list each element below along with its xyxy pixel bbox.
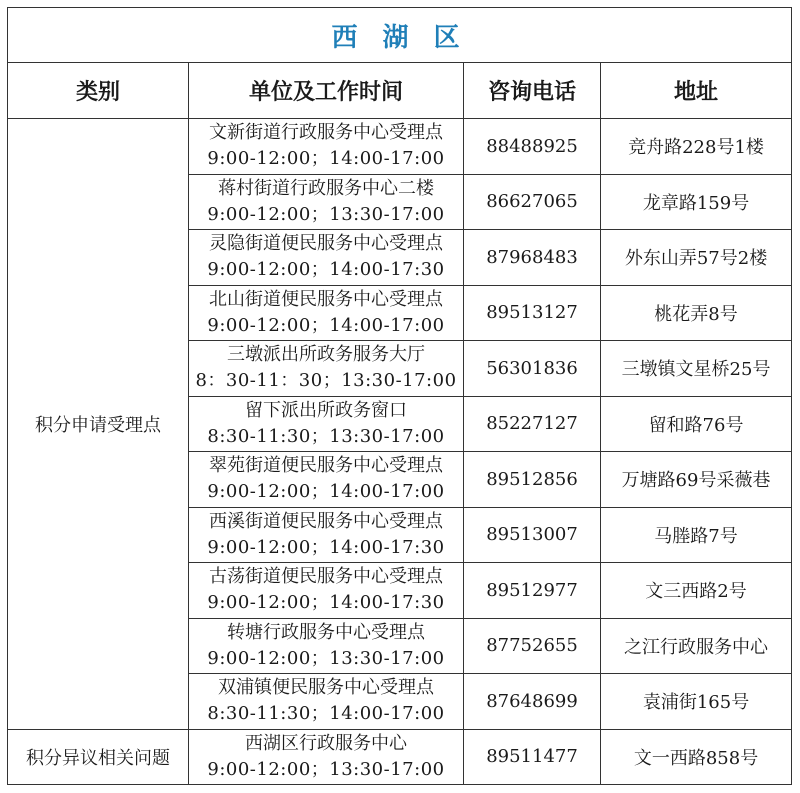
work-hours: 8:30-11:30；13:30-17:00 bbox=[207, 425, 445, 447]
address-cell: 文三西路2号 bbox=[601, 563, 792, 619]
work-hours: 8：30-11：30；13:30-17:00 bbox=[195, 370, 457, 392]
unit-time-cell bbox=[189, 729, 464, 785]
address-cell: 万塘路69号采薇巷 bbox=[601, 452, 792, 508]
service-table bbox=[7, 7, 792, 785]
address-cell: 之江行政服务中心 bbox=[601, 618, 792, 674]
work-hours: 9:00-12:00；13:30-17:00 bbox=[207, 758, 445, 780]
phone-cell: 85227127 bbox=[464, 396, 601, 452]
address-cell: 竞舟路228号1楼 bbox=[601, 119, 792, 175]
phone-cell: 86627065 bbox=[464, 174, 601, 230]
unit-name: 双浦镇便民服务中心受理点 bbox=[218, 677, 434, 699]
work-hours: 9:00-12:00；14:00-17:30 bbox=[207, 536, 445, 558]
phone-cell: 89511477 bbox=[464, 729, 601, 785]
table-row bbox=[8, 729, 792, 785]
phone-cell: 56301836 bbox=[464, 341, 601, 397]
table-title: 西 湖 区 bbox=[331, 22, 468, 53]
header-phone: 咨询电话 bbox=[464, 63, 601, 119]
unit-name: 留下派出所政务窗口 bbox=[245, 399, 407, 421]
address-cell: 留和路76号 bbox=[601, 396, 792, 452]
phone-cell: 87648699 bbox=[464, 674, 601, 730]
work-hours: 9:00-12:00；14:00-17:00 bbox=[207, 148, 445, 170]
unit-time-cell bbox=[189, 674, 464, 730]
work-hours: 9:00-12:00；13:30-17:00 bbox=[207, 647, 445, 669]
work-hours: 9:00-12:00；13:30-17:00 bbox=[207, 203, 445, 225]
unit-time-cell bbox=[189, 452, 464, 508]
phone-cell: 87752655 bbox=[464, 618, 601, 674]
unit-name: 西湖区行政服务中心 bbox=[245, 732, 407, 754]
table-title-cell bbox=[8, 8, 792, 63]
address-cell: 袁浦街165号 bbox=[601, 674, 792, 730]
address-cell: 文一西路858号 bbox=[601, 729, 792, 785]
unit-name: 文新街道行政服务中心受理点 bbox=[209, 122, 443, 144]
phone-cell: 89512977 bbox=[464, 563, 601, 619]
header-category: 类别 bbox=[8, 63, 189, 119]
work-hours: 9:00-12:00；14:00-17:00 bbox=[207, 481, 445, 503]
unit-time-cell bbox=[189, 285, 464, 341]
unit-time-cell bbox=[189, 230, 464, 286]
phone-cell: 89513127 bbox=[464, 285, 601, 341]
unit-time-cell bbox=[189, 174, 464, 230]
work-hours: 9:00-12:00；14:00-17:30 bbox=[207, 259, 445, 281]
address-cell: 桃花弄8号 bbox=[601, 285, 792, 341]
phone-cell: 87968483 bbox=[464, 230, 601, 286]
unit-name: 西溪街道便民服务中心受理点 bbox=[209, 510, 443, 532]
category-cell: 积分异议相关问题 bbox=[8, 729, 189, 785]
phone-cell: 89512856 bbox=[464, 452, 601, 508]
unit-name: 灵隐街道便民服务中心受理点 bbox=[209, 233, 443, 255]
address-cell: 马塍路7号 bbox=[601, 507, 792, 563]
unit-time-cell bbox=[189, 341, 464, 397]
unit-name: 翠苑街道便民服务中心受理点 bbox=[209, 455, 443, 477]
header-address: 地址 bbox=[601, 63, 792, 119]
unit-name: 北山街道便民服务中心受理点 bbox=[209, 288, 443, 310]
category-cell: 积分申请受理点 bbox=[8, 119, 189, 730]
work-hours: 9:00-12:00；14:00-17:30 bbox=[207, 592, 445, 614]
unit-time-cell bbox=[189, 618, 464, 674]
unit-time-cell bbox=[189, 119, 464, 175]
unit-name: 古荡街道便民服务中心受理点 bbox=[209, 566, 443, 588]
unit-time-cell bbox=[189, 396, 464, 452]
title-row bbox=[8, 8, 792, 63]
header-unit-time: 单位及工作时间 bbox=[189, 63, 464, 119]
table-row bbox=[8, 119, 792, 175]
unit-time-cell bbox=[189, 563, 464, 619]
address-cell: 龙章路159号 bbox=[601, 174, 792, 230]
address-cell: 三墩镇文星桥25号 bbox=[601, 341, 792, 397]
unit-name: 蒋村街道行政服务中心二楼 bbox=[218, 177, 434, 199]
phone-cell: 88488925 bbox=[464, 119, 601, 175]
unit-name: 三墩派出所政务服务大厅 bbox=[227, 344, 425, 366]
phone-cell: 89513007 bbox=[464, 507, 601, 563]
work-hours: 8:30-11:30；14:00-17:00 bbox=[207, 703, 445, 725]
address-cell: 外东山弄57号2楼 bbox=[601, 230, 792, 286]
unit-time-cell bbox=[189, 507, 464, 563]
header-row bbox=[8, 63, 792, 119]
work-hours: 9:00-12:00；14:00-17:00 bbox=[207, 314, 445, 336]
unit-name: 转塘行政服务中心受理点 bbox=[227, 621, 425, 643]
